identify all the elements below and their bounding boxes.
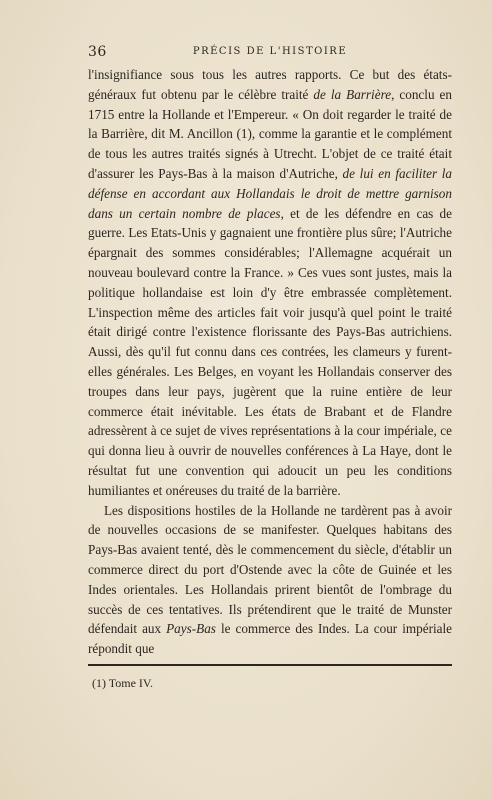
body-text xyxy=(88,65,452,659)
page-number: 36 xyxy=(88,44,107,60)
paragraph-1-italic-barriere: de la Barrière xyxy=(313,86,392,102)
paragraph-2-text-a: Les dispositions hostiles de la Hollande ne tardèrent pas à avoir de nouvelles occasions de se manifester. Quelques habitans des Pays-Bas avaient tenté, dès le commencement du siècle, d'établir un commerce direct du port d'Ostende avec la côte de Guinée et les Indes orientales. Les Hollandais prirent bientôt de l'ombrage du succès de ces tentatives. Ils prétendirent que le traité de Munster défendait aux xyxy=(88,502,452,637)
paragraph-1-text-c: , conclu en 1715 entre la Hollande et l'Empereur. « On doit regarder le traité de la Barrière, dit M. Ancillon (1), comme la garantie et le complément de tous les autres traités signés à Utrecht. L'objet de ce traité était d'assurer les Pays-Bas à la maison d'Autriche, xyxy=(88,86,452,181)
paragraph-2-italic-pays-bas: Pays-Bas xyxy=(166,621,216,637)
paragraph-1 xyxy=(88,65,452,501)
footnote-rule xyxy=(88,664,452,666)
paragraph-2 xyxy=(88,501,452,659)
paragraph-1-text-a: l'insignifiance sous tous les autres rapports. Ce but des états-généraux fut obtenu par le célèbre traité xyxy=(88,67,452,102)
running-head: PRÉCIS DE L'HISTOIRE xyxy=(192,46,348,57)
paragraph-1-text-e: , et de les défendre en cas de guerre. Les Etats-Unis y gagnaient une frontière plus sûre; l'Autriche épargnait des sommes considérables; l'Allemagne acquérait un nouveau boulevard contre la France. » Ces vues sont justes, mais la politique hollandaise est loin d'y être embrassée complètement. L'inspection même des articles fait voir jusqu'à quel point le traité était dirigé contre l'existence florissante des Pays-Bas autrichiens. Aussi, dès qu'il fut connu dans ces contrées, les clameurs y furent-elles générales. Les Belges, en voyant les Hollandais conserver des troupes dans leur pays, jugèrent que la ruine entière de leur commerce était inévitable. Les états de Brabant et de Flandre adressèrent à ce sujet de vives représentations à la cour impériale, ce qui donna lieu à ouvrir de nouvelles conférences à La Haye, dont le résultat fut une convention qui adoucit un peu les conditions humiliantes et onéreuses du traité de la barrière. xyxy=(88,205,452,498)
paragraph-2-text-c: le commerce des Indes. La cour impériale répondit que xyxy=(88,621,452,657)
paragraph-1-italic-quote: de lui en faciliter la défense en accordant aux Hollandais le droit de mettre garnison dans un certain nombre de places xyxy=(88,165,453,221)
footnote: (1) Tome IV. xyxy=(92,676,154,690)
page-header xyxy=(88,44,452,60)
